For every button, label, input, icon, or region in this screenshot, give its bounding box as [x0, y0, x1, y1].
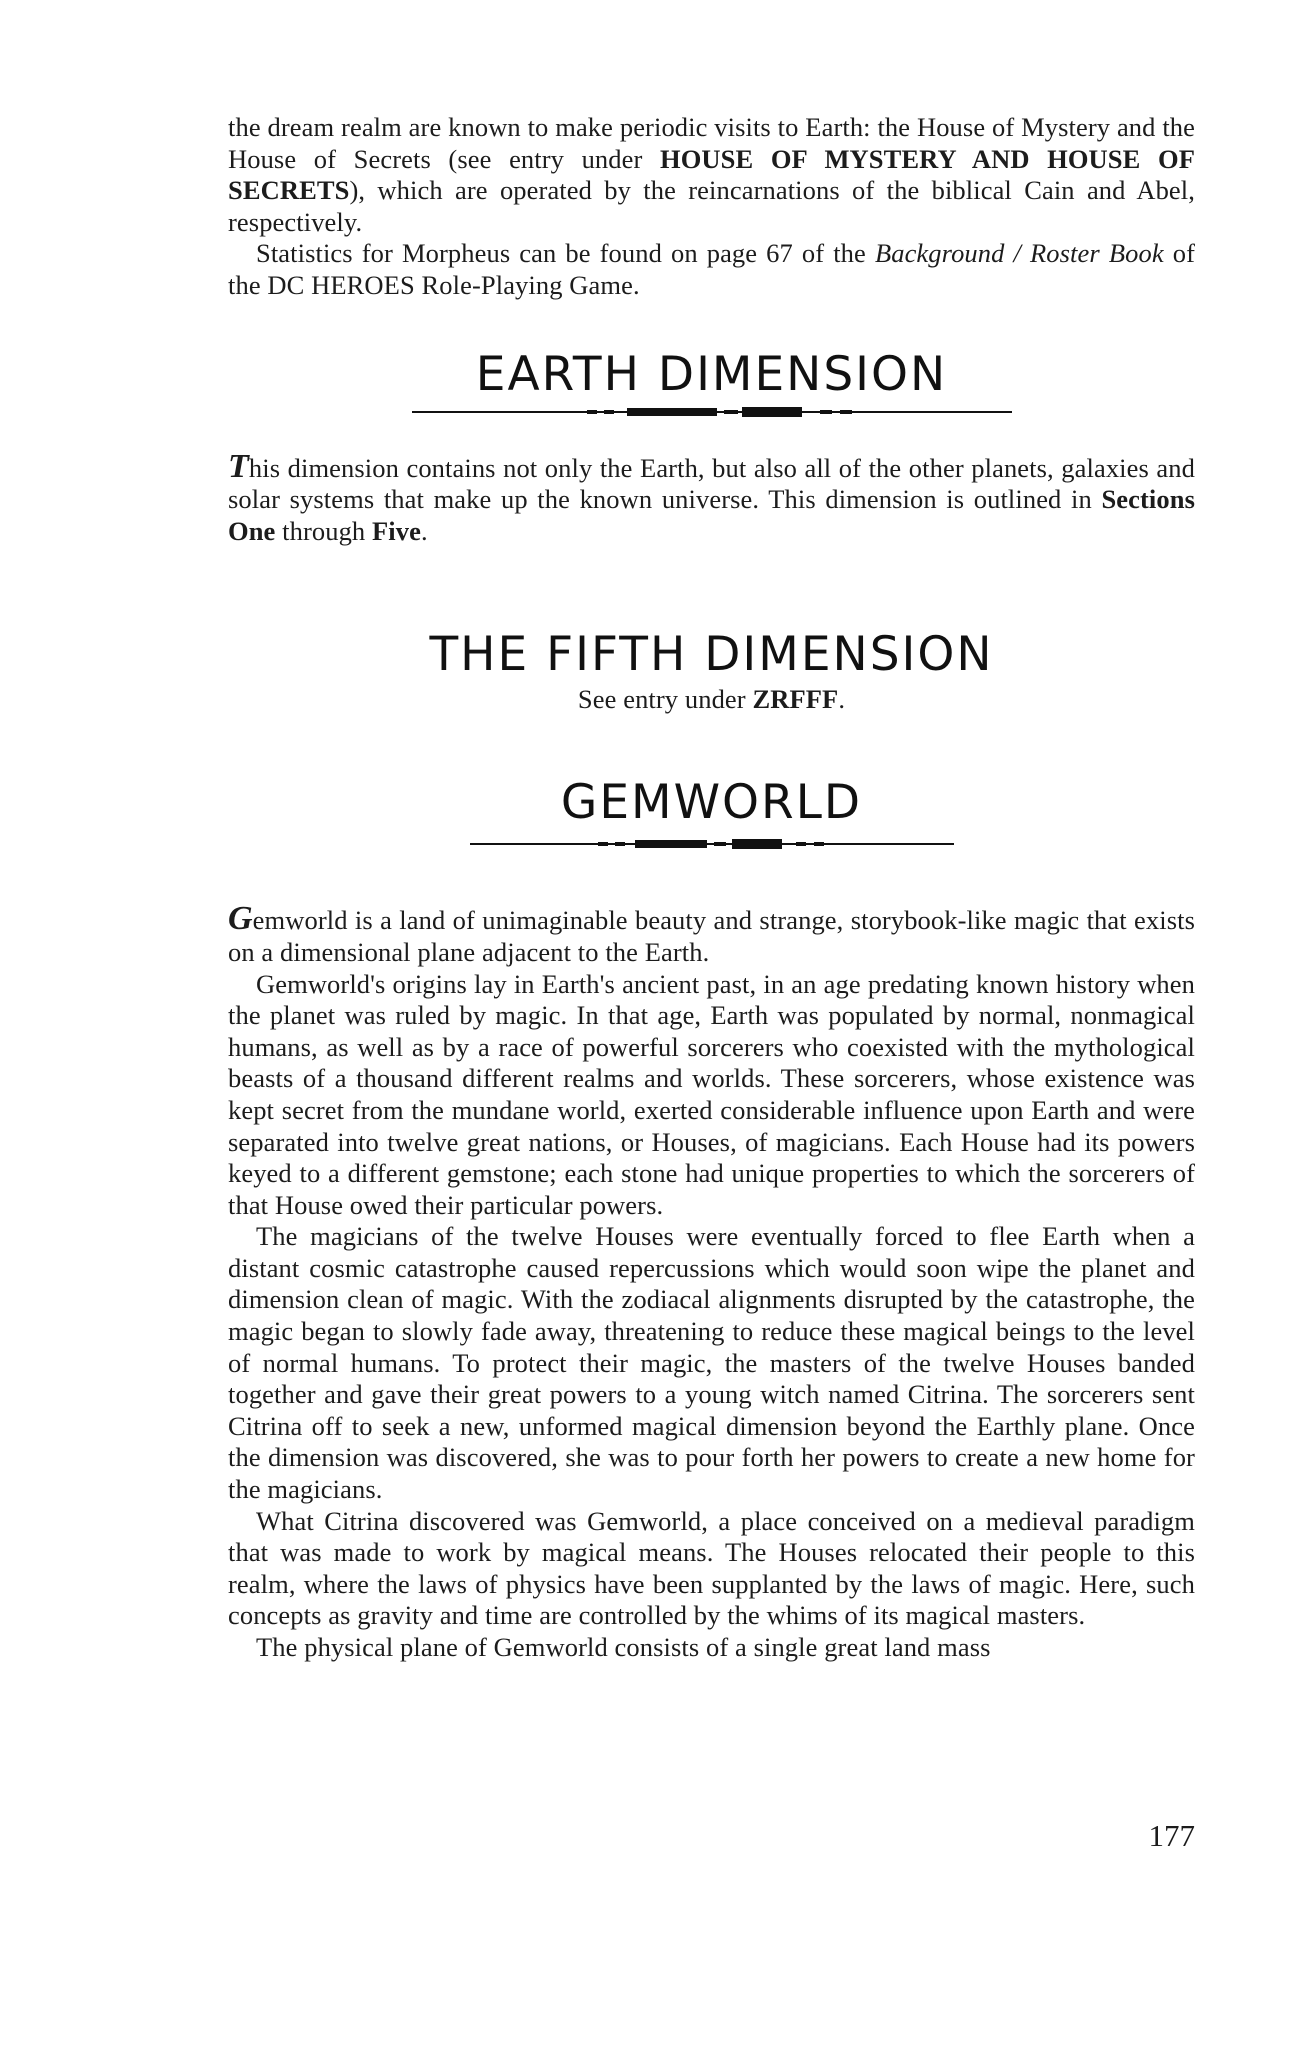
fifth-dimension-section	[228, 627, 1195, 715]
drop-cap: G	[228, 900, 253, 938]
page-number: 177	[1148, 1818, 1195, 1853]
intro-paragraph-2: Statistics for Morpheus can be found on page 67 of the Background / Roster Book of the DC HEROES Role-Playing Game.	[228, 238, 1195, 300]
earth-dimension-paragraph: This dimension contains not only the Earth, but also all of the other planets, galaxies and solar systems that make up the known universe. This dimension is outlined in Sections One through Five.	[228, 447, 1195, 546]
intro-section	[228, 112, 1195, 302]
intro-paragraph-1: the dream realm are known to make periodic visits to Earth: the House of Mystery and the House of Secrets (see entry under HOUSE OF MYSTERY AND HOUSE OF SECRETS), which are operated by the reincarnations of the biblical Cain and Abel, respectively.	[228, 112, 1195, 237]
section-heading: GEMWORLD	[560, 775, 863, 831]
book-title: Background / Roster Book	[874, 238, 1164, 269]
gemworld-paragraph-3: The magicians of the twelve Houses were eventually forced to flee Earth when a distant cosmic catastrophe caused repercussions which would soon wipe the planet and dimension clean of magic. With the zodiacal alignments disrupted by the catastrophe, the magic began to slowly fade away, threatening to reduce these magical beings to the level of normal humans. To protect their magic, the masters of the twelve Houses banded together and gave their great powers to a young witch named Citrina. The sorcerers sent Citrina off to seek a new, unformed magical dimension beyond the Earthly plane. Once the dimension was discovered, she was to pour forth her powers to create a new home for the magicians.	[228, 1221, 1195, 1505]
gemworld-paragraph-4: What Citrina discovered was Gemworld, a place conceived on a medieval paradigm that was made to work by magical means. The Houses relocated their people to this realm, where the laws of physics have been supplanted by the laws of magic. Here, such concepts as gravity and time are controlled by the whims of its magical masters.	[228, 1505, 1195, 1631]
ornamental-rule	[412, 405, 1012, 419]
drop-cap: T	[228, 447, 249, 485]
gemworld-paragraph-5: The physical plane of Gemworld consists of a single great land mass	[256, 1632, 991, 1662]
see-entry: See entry under ZRFFF.	[577, 684, 846, 715]
section-heading: THE FIFTH DIMENSION	[429, 627, 994, 683]
ornamental-rule	[470, 837, 954, 851]
cross-reference: HOUSE OF MYSTERY AND HOUSE OF SECRETS	[228, 143, 1195, 206]
earth-dimension-section	[228, 347, 1195, 548]
page-body	[228, 112, 1195, 1664]
cross-reference: ZRFFF	[752, 684, 839, 715]
section-heading: EARTH DIMENSION	[475, 346, 948, 402]
gemworld-section	[228, 775, 1195, 1663]
gemworld-paragraph-1: Gemworld is a land of unimaginable beauty and strange, storybook-like magic that exists on a dimensional plane adjacent to the Earth.	[228, 900, 1195, 967]
gemworld-paragraph-2: Gemworld's origins lay in Earth's ancient past, in an age predating known history when the planet was ruled by magic. In that age, Earth was populated by normal, nonmagical humans, as well as by a race of powerful sorcerers who coexisted with the mythological beasts of a thousand different realms and worlds. These sorcerers, whose existence was kept secret from the mundane world, exerted considerable influence upon Earth and were separated into twelve great nations, or Houses, of magicians. Each House had its powers keyed to a different gemstone; each stone had unique properties to which the sorcerers of that House owed their particular powers.	[228, 968, 1195, 1220]
